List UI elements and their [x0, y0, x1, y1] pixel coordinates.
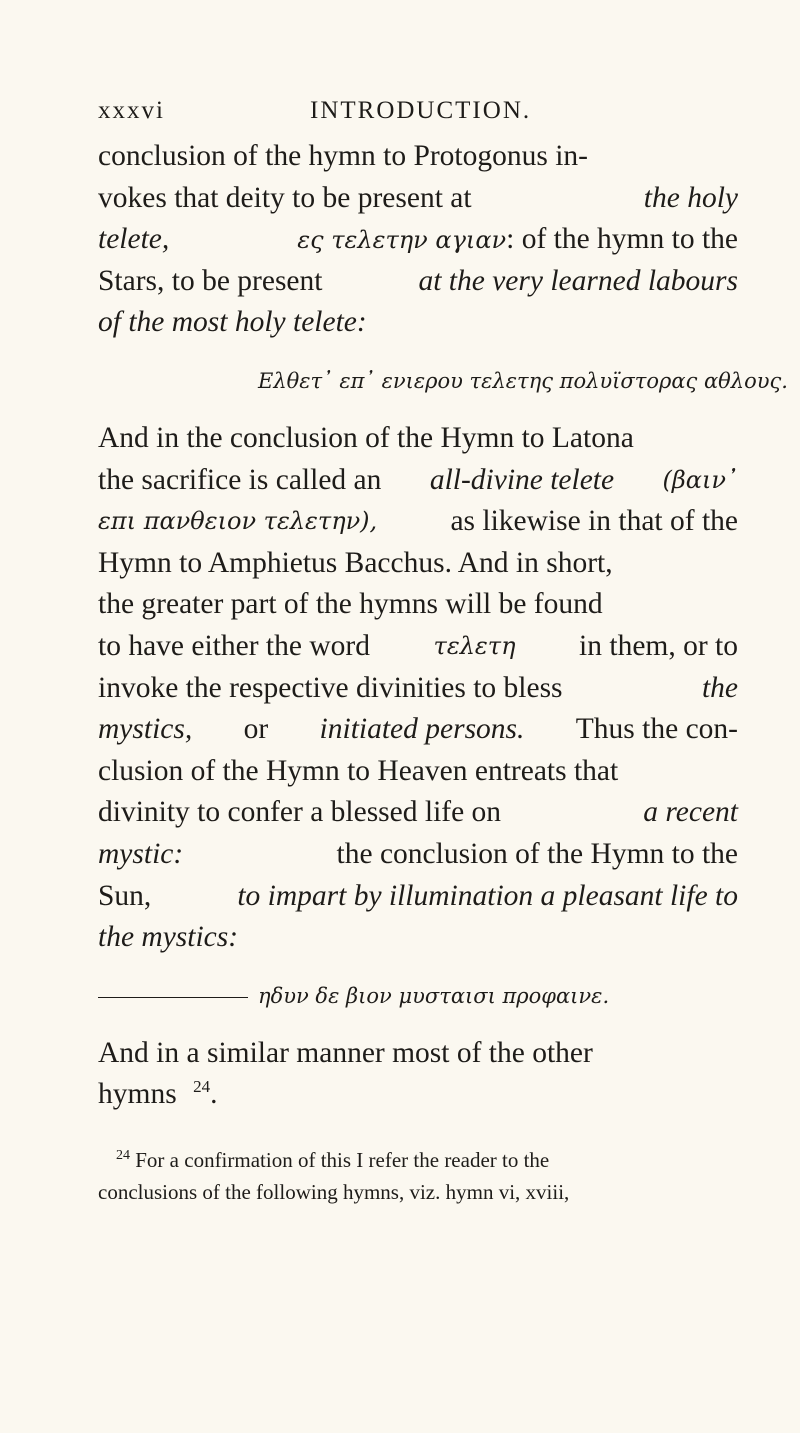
paragraph-2 — [98, 418, 738, 959]
page-body — [98, 136, 788, 1208]
text-line: or — [243, 713, 269, 746]
text-line: hymns — [98, 1078, 177, 1111]
italic-text: the mystics: — [98, 921, 239, 954]
paragraph-3 — [98, 1033, 738, 1116]
greek-quotation: Ελθετ᾽ επ᾽ ενιερου τελετης πολυϊστορας αθλους. — [258, 368, 788, 393]
greek-text: (βαιν᾽ — [662, 465, 738, 494]
greek-quotation-text: ηδυν δε βιον μυσταισι προφαινε. — [258, 983, 610, 1008]
italic-text: mystic: — [98, 837, 184, 870]
italic-text: the holy — [643, 181, 738, 214]
greek-text: επι πανθειον τελετην), — [98, 507, 378, 536]
greek-text: τελετη — [433, 631, 516, 660]
text-line: vokes that deity to be present at — [98, 181, 472, 214]
text-line: in them, or to — [579, 629, 738, 662]
text-line: the sacrifice is called an — [98, 463, 382, 496]
footnote — [98, 1144, 738, 1208]
text-line: And in a similar manner most of the other — [98, 1036, 593, 1069]
text-line: : of the hymn to the — [506, 223, 738, 256]
footnote-text: For a confirmation of this I refer the reader to the — [135, 1147, 550, 1172]
text-line: clusion of the Hymn to Heaven entreats that — [98, 754, 619, 787]
footnote-reference[interactable]: 24 — [193, 1077, 211, 1097]
italic-text: telete, — [98, 223, 170, 256]
text-line: the greater part of the hymns will be found — [98, 588, 603, 621]
italic-text: the — [701, 671, 738, 704]
footnote-text: conclusions of the following hymns, viz. hymn vi, xviii, — [98, 1179, 570, 1204]
text-line: And in the conclusion of the Hymn to Latona — [98, 421, 634, 454]
paragraph-1 — [98, 136, 738, 344]
italic-text: all-divine telete — [429, 463, 615, 496]
text-line: the conclusion of the Hymn to the — [336, 837, 738, 870]
text-line: . — [210, 1078, 218, 1111]
text-line: invoke the respective divinities to bless — [98, 671, 563, 704]
footnote-marker: 24 — [116, 1147, 130, 1163]
text-line: Stars, to be present — [98, 264, 323, 297]
running-title: INTRODUCTION. — [310, 97, 532, 124]
italic-text: to impart by illumination a pleasant life to — [237, 879, 738, 912]
text-line: Thus the con- — [575, 713, 738, 746]
greek-text: ες τελετην αγιαν — [297, 226, 507, 255]
text-line: conclusion of the hymn to Protogonus in- — [98, 140, 588, 172]
quotation-rule — [98, 997, 248, 998]
italic-text: at the very learned labours — [418, 264, 738, 297]
text-line: divinity to confer a blessed life on — [98, 796, 502, 829]
greek-quotation-2 — [98, 959, 738, 1033]
text-line: Hymn to Amphietus Bacchus. And in short, — [98, 546, 613, 579]
italic-text: of the most holy telete: — [98, 306, 367, 339]
italic-text: mystics, — [98, 713, 193, 746]
text-line: as likewise in that of the — [450, 505, 738, 538]
page-number: xxxvi — [98, 97, 165, 124]
italic-text: initiated persons. — [319, 713, 525, 746]
text-line: to have either the word — [98, 629, 370, 662]
text-line: Sun, — [98, 879, 152, 912]
italic-text: a recent — [643, 796, 738, 829]
